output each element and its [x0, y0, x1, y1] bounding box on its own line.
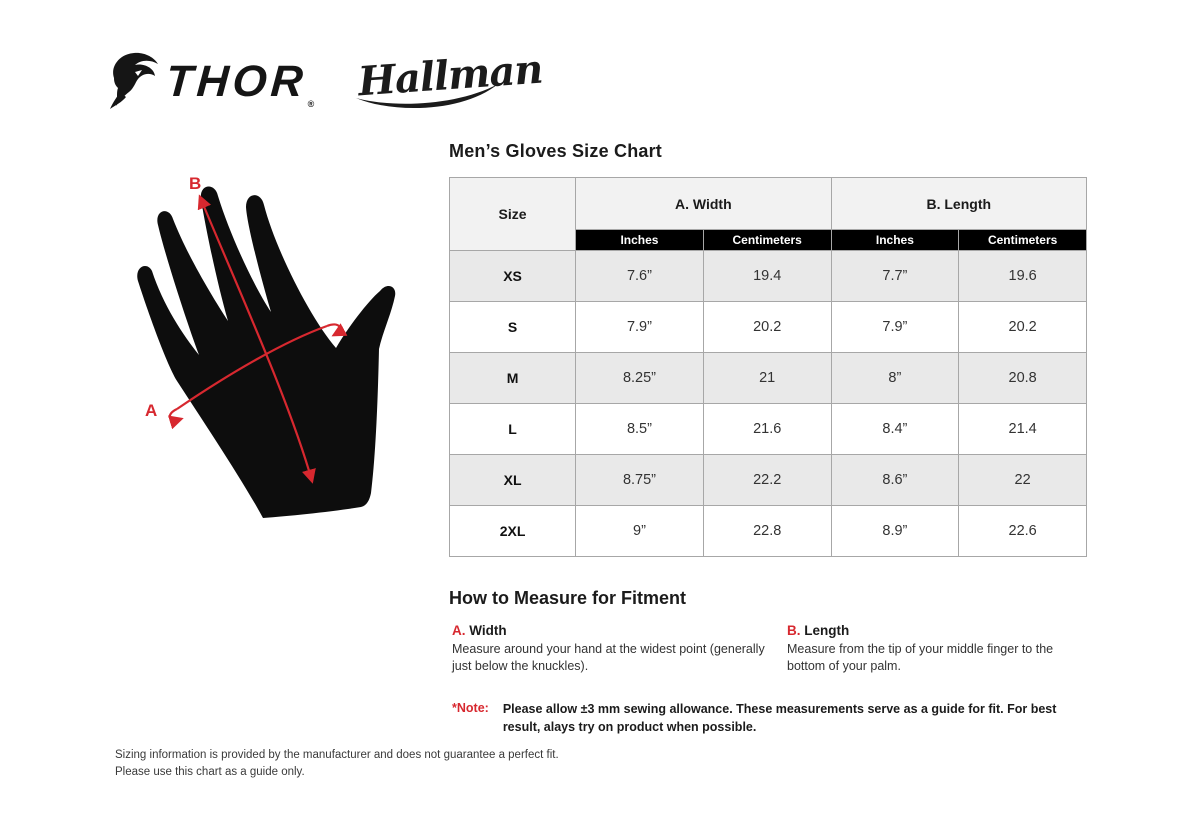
width-arrow-start-hook: [170, 409, 181, 420]
cell-length-in: 8.6”: [831, 455, 959, 506]
cell-length-in: 8.9”: [831, 506, 959, 557]
measure-length-label: Length: [804, 623, 850, 638]
measure-length-heading: [787, 623, 1087, 638]
measure-length-block: [787, 623, 1087, 675]
cell-length-cm: 22.6: [959, 506, 1087, 557]
measure-width-label: Width: [469, 623, 507, 638]
cell-width-in: 9”: [576, 506, 704, 557]
table-row: [450, 353, 1087, 404]
subheader-width-inches: Inches: [576, 230, 704, 251]
disclaimer-line-2: Please use this chart as a guide only.: [115, 766, 305, 779]
cell-width-in: 8.75”: [576, 455, 704, 506]
subheader-width-centimeters: Centimeters: [703, 230, 831, 251]
measure-width-description: Measure around your hand at the widest point (generally just below the knuckles).: [452, 642, 765, 673]
table-row: [450, 506, 1087, 557]
table-row: [450, 302, 1087, 353]
cell-length-cm: 20.8: [959, 353, 1087, 404]
cell-size: S: [450, 302, 576, 353]
cell-length-cm: 19.6: [959, 251, 1087, 302]
cell-length-in: 8.4”: [831, 404, 959, 455]
cell-width-in: 7.6”: [576, 251, 704, 302]
note-text: Please allow ±3 mm sewing allowance. These measurements serve as a guide for fit. For best result, alays try on product when possible.: [502, 702, 1057, 734]
table-row: [450, 455, 1087, 506]
diagram-label-a: A: [145, 401, 158, 420]
width-arrow-end-hook: [327, 324, 340, 335]
header-width: A. Width: [576, 178, 831, 230]
thor-logo: [108, 48, 314, 115]
hallman-logo: [352, 45, 545, 114]
measure-width-letter: A.: [452, 623, 466, 638]
diagram-label-b: B: [189, 174, 202, 193]
goat-head-icon: [108, 48, 164, 115]
cell-size: 2XL: [450, 506, 576, 557]
cell-length-cm: 21.4: [959, 404, 1087, 455]
subheader-length-centimeters: Centimeters: [959, 230, 1087, 251]
cell-size: L: [450, 404, 576, 455]
cell-length-in: 8”: [831, 353, 959, 404]
cell-length-cm: 22: [959, 455, 1087, 506]
header-length: B. Length: [831, 178, 1086, 230]
cell-width-in: 8.5”: [576, 404, 704, 455]
cell-length-cm: 20.2: [959, 302, 1087, 353]
thor-wordmark: THOR: [164, 56, 309, 106]
note-label: *Note:: [452, 701, 489, 715]
brand-logos: [108, 45, 545, 115]
glove-measurement-diagram: [125, 163, 425, 563]
cell-width-cm: 21.6: [703, 404, 831, 455]
measure-section-title: How to Measure for Fitment: [449, 588, 687, 608]
footer-disclaimer: [115, 747, 559, 782]
header-size: Size: [450, 178, 576, 251]
cell-width-cm: 22.2: [703, 455, 831, 506]
cell-width-cm: 19.4: [703, 251, 831, 302]
measure-width-block: [452, 623, 770, 675]
measure-width-heading: [452, 623, 770, 638]
hallman-wordmark: Hallman: [356, 45, 545, 105]
cell-width-in: 8.25”: [576, 353, 704, 404]
table-row: [450, 404, 1087, 455]
subheader-length-inches: Inches: [831, 230, 959, 251]
cell-width-cm: 21: [703, 353, 831, 404]
table-header-row: [450, 178, 1087, 230]
cell-width-cm: 20.2: [703, 302, 831, 353]
table-row: [450, 251, 1087, 302]
cell-width-cm: 22.8: [703, 506, 831, 557]
cell-size: M: [450, 353, 576, 404]
cell-width-in: 7.9”: [576, 302, 704, 353]
size-chart-table: [449, 177, 1087, 557]
hallman-swoosh: [352, 50, 502, 114]
measure-length-letter: B.: [787, 623, 801, 638]
cell-length-in: 7.7”: [831, 251, 959, 302]
disclaimer-line-1: Sizing information is provided by the manufacturer and does not guarantee a perfect fit.: [115, 749, 559, 761]
cell-length-in: 7.9”: [831, 302, 959, 353]
measure-length-description: Measure from the tip of your middle finger to the bottom of your palm.: [787, 642, 1054, 673]
sizing-note: [452, 701, 1092, 736]
cell-size: XS: [450, 251, 576, 302]
page-title: Men’s Gloves Size Chart: [449, 141, 662, 161]
registered-mark: ®: [307, 99, 315, 109]
cell-size: XL: [450, 455, 576, 506]
